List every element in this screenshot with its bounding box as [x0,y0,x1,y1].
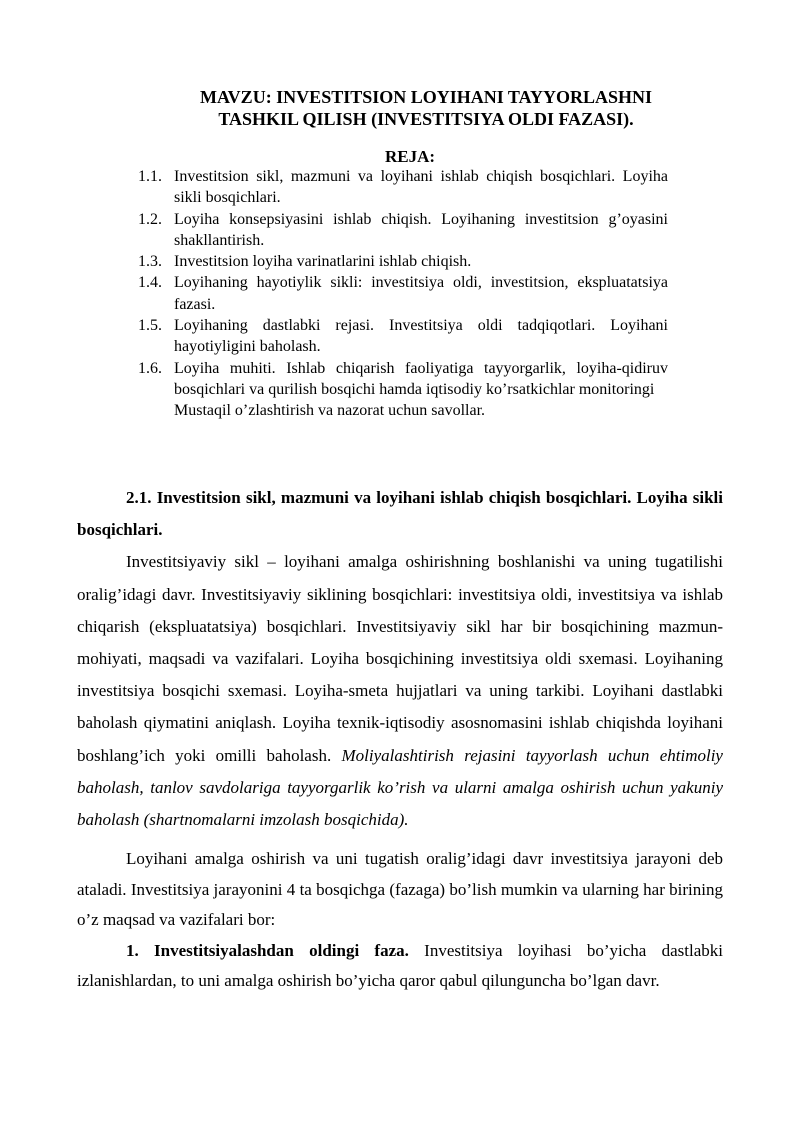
plan-heading: REJA: [385,147,436,166]
plan-item [138,166,668,209]
plan-item-text: Loyihaning hayotiylik sikli: investitsiya oldi, investitsion, ekspluatatsiya fazasi. [174,274,668,313]
plan-item-text: Loyiha konsepsiyasini ishlab chiqish. Loyihaning investitsion g’oyasini shakllantirish. [174,210,668,249]
plan-extra-item: Mustaqil o’zlashtirish va nazorat uchun savollar. [174,402,486,420]
plan-item-number: 1.3. [138,253,162,271]
section-paragraph-1 [77,546,723,836]
document-title [0,86,800,130]
plan-item [138,209,668,252]
section-paragraph-2: Loyihani amalga oshirish va uni tugatish oralig’idagi davr investitsiya jarayoni deb ataladi. Investitsiya jarayonini 4 ta bosqichga (fazaga) bo’lish mumkin va ularning har birining o’z maqsad va vazifalari bor: [77,849,723,930]
plan-item-text: Loyihaning dastlabki rejasi. Investitsiya oldi tadqiqotlari. Loyihani hayotiyligini baholash. [174,317,668,356]
plan-item-text: Loyiha muhiti. Ishlab chiqarish faoliyatiga tayyorgarlik, loyiha-qidiruv bosqichlari va qurilish bosqichi hamda iqtisodiy ko’rsatkichlar monitoringi [174,359,668,398]
phase-title: 1. Investitsiyalashdan oldingi faza. [126,940,409,960]
plan-item-text: Investitsion loyiha varinatlarini ishlab chiqish. [174,253,472,271]
plan-item-number: 1.6. [138,359,162,377]
paragraph-1-text: Investitsiyaviy sikl – loyihani amalga oshirishning boshlanishi va uning tugatilishi oralig’idagi davr. Investitsiyaviy siklining bosqichlari: investitsiya oldi, investitsiya va ishlab chiqarish (ekspluatatsiya) bosqichlari. Investitsiyaviy sikl har bir bosqichining mazmun-mohiyati, maqsadi va vazifalari. Loyiha bosqichining investitsiya oldi sxemasi. Loyihaning investitsiya bosqichi sxemasi. Loyiha-smeta hujjatlari va uning tarkibi. Loyihani dastlabki baholash qiymatini aniqlash. Loyiha texnik-iqtisodiy asosnomasini ishlab chiqishda loyihani boshlang’ich yoki omilli baholash. [77,552,723,765]
section-paragraph-3 [77,936,723,997]
paragraph-1-italic-text: Moliyalashtirish rejasini tayyorlash uchun ehtimoliy baholash, tanlov savdolariga tayyorgarlik ko’rish va ularni amalga oshirish uchun yakuniy baholash (shartnomalarni imzolash bosqichida). [77,745,723,830]
title-line-2: TASHKIL QILISH (INVESTITSIYA OLDI FAZASI). [218,109,634,129]
section-body [77,482,723,997]
plan-list [138,166,668,422]
plan-item-number: 1.1. [138,168,162,185]
plan-item-text: Investitsion sikl, mazmuni va loyihani ishlab chiqish bosqichlari. Loyiha sikli bosqichlari. [174,168,668,207]
plan-item-number: 1.4. [138,274,162,292]
plan-item-number: 1.5. [138,317,162,335]
title-line-1: MAVZU: INVESTITSION LOYIHANI TAYYORLASHNI [200,87,652,107]
plan-item [138,358,668,401]
phase-description: Investitsiya loyihasi bo’yicha dastlabki izlanishlardan, to uni amalga oshirish bo’yicha qaror qabul qilunguncha bo’lgan davr. [77,940,723,991]
plan-item [138,315,668,358]
plan-item [138,251,668,272]
plan-item [138,272,668,315]
section-heading: 2.1. Investitsion sikl, mazmuni va loyihani ishlab chiqish bosqichlari. Loyiha sikli bosqichlari. [77,488,723,540]
plan-item-number: 1.2. [138,210,162,228]
